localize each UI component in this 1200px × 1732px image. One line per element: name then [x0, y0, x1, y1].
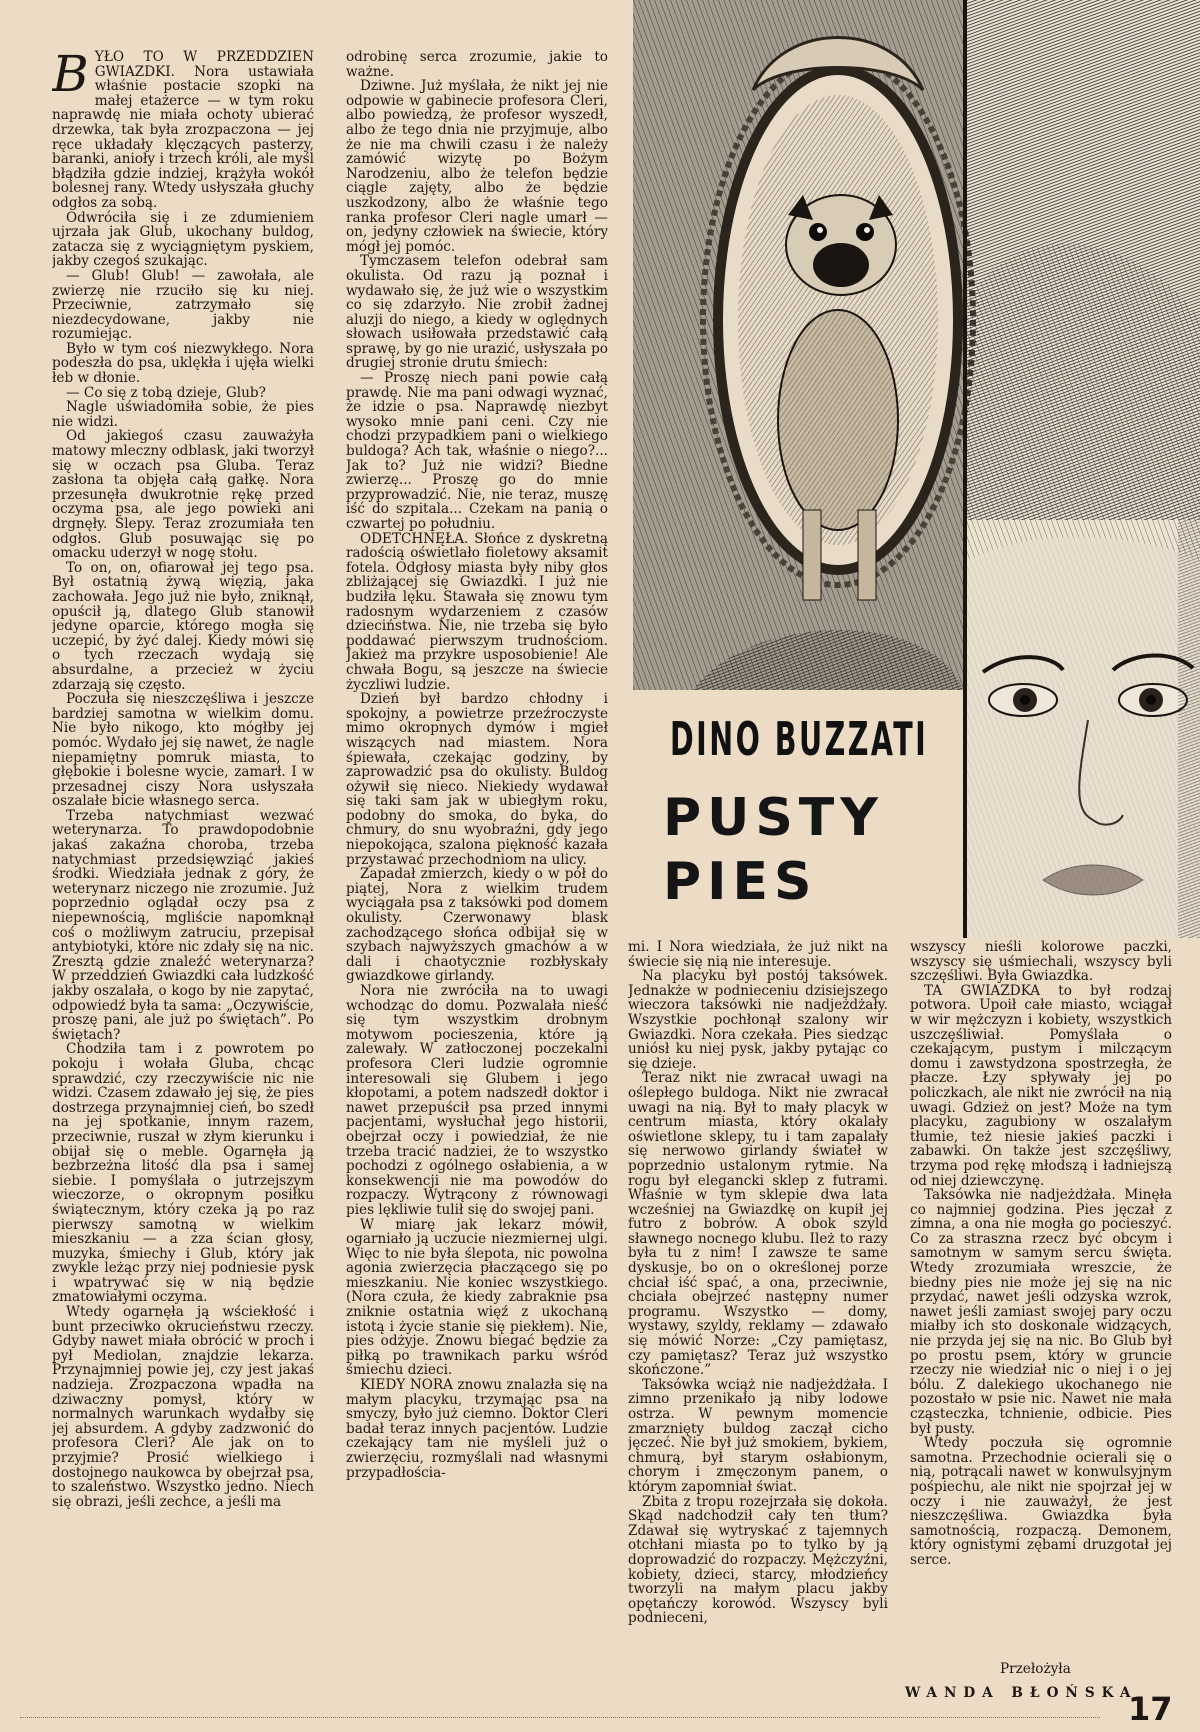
paragraph: TA GWIAZDKA to był rodzaj potwora. Upoił całe miasto, wciągał w wir mężczyzn i kobiety, wszystkich uszczęśliwiał. Pomyślała o czekającym, pustym i milczącym domu i zawstydzona spostrzegła, że płacze. Łzy spływały jej po policzkach, ale nikt nie zwrócił na nią uwagi. Gdzież on jest? Może na tym placyku, zagubiony w oszalałym tłumie, też niesie jakieś paczki i zabawki. On także jest szczęśliwy, trzyma pod rękę młodszą i ładniejszą od niej dziewczynę.: [910, 982, 1172, 1189]
paragraph: Taksówka nie nadjeżdżała. Minęła co najmniej godzina. Pies jęczał z zimna, a ona nie mogła go pocieszyć. Co za straszna rzecz być obcym i samotnym w samym sercu święta. Wtedy zrozumiała wreszcie, że biedny pies nie może jej się na nic przydać, nawet jeśli odzyska wzrok, nawet jeśli zamiast swojej pary oczu miałby ich sto doskonale widzących, nie przyda jej się na nic. Bo Glub był po prostu psem, który w gruncie rzeczy nie wiedział nic o niej i o jej bólu. Z dalekiego ukochanego nie pozostało w psie nic. Nawet nie mała cząsteczka, tchnienie, odbicie. Pies był pusty.: [910, 1187, 1172, 1437]
paragraph: Wtedy ogarnęła ją wściekłość i bunt przeciwko okrucieństwu rzeczy. Gdyby nawet miała obrócić w proch i pył Mediolan, znajdzie lekarza. Przynajmniej powie jej, czy jest jakaś nadzieja. Zrozpaczona wpadła na dziwaczny pomysł, który w normalnych warunkach wydałby się jej absurdem. A gdyby zadzwonić do profesora Cleri? Ale jak on to przyjmie? Prosić wielkiego i dostojnego naukowca by obejrzał psa, to szaleństwo. Wszystko jedno. Niech się obrazi, jeśli zechce, a jeśli ma: [52, 1304, 314, 1510]
paragraph: wszyscy nieśli kolorowe paczki, wszyscy się uśmiechali, wszyscy byli szczęśliwi. Była Gwiazdka.: [910, 940, 1172, 985]
title-line-1: PUSTY: [663, 788, 884, 848]
paragraph: Teraz nikt nie zwracał uwagi na oślepłego buldoga. Nikt nie zwracał uwagi na nią. Był to mały placyk w centrum miasta, który okalały oświetlone sklepy, tu i tam zapalały się nerwowo girlandy świateł w poprzednio ustalonym rytmie. Na rogu był elegancki sklep z futrami. Właśnie w tym sklepie dwa lata wcześniej na Gwiazdkę on kupił jej futro z bobrów. A obok szyld sławnego nocnego klubu. Ileż to razy była tu z nim! I zawsze te same dyskusje, bo on o określonej porze chciał iść spać, a ona, przeciwnie, chciała obejrzeć następny numer programu. Wszystko — domy, wystawy, szyldy, reklamy — zdawało się mówić Norze: „Czy pamiętasz, czy pamiętasz? Teraz już wszystko skończone.”: [628, 1070, 888, 1379]
bottom-divider: [20, 1717, 1100, 1720]
translator-label: Przełożyła: [1000, 1661, 1071, 1677]
text-column-1: [52, 50, 314, 1700]
paragraph: To on, on, ofiarował jej tego psa. Był ostatnią żywą więzią, jaka zachowała. Jego już nie było, zniknął, opuścił ją, dlatego Glub stanowił jedyne oparcie, którego mogła się uczepić, by żyć dalej. Kiedy mówi się o tych rzeczach wydają się absurdalne, a przecież w życiu zdarzają się często.: [52, 559, 314, 693]
paragraph: Poczuła się nieszczęśliwa i jeszcze bardziej samotna w wielkim domu. Nie było nikogo, kto mógłby jej pomóc. Wydało jej się nawet, że nagle niepamiętny pomruk miasta, to głębokie i bolesne wycie, zamarł. I w przesadnej ciszy Nora usłyszała oszalałe bicie własnego serca.: [52, 691, 314, 810]
paragraph: KIEDY NORA znowu znalazła się na małym placyku, trzymając psa na smyczy, było już ciemno. Doktor Cleri badał teraz innych pacjentów. Ludzie czekający tam nie myśleli już o zwierzęciu, rozmyślali nad własnymi przypadłościa-: [346, 1377, 608, 1481]
paragraph: Trzeba natychmiast wezwać weterynarza. To prawdopodobnie jakaś zakaźna choroba, trzeba natychmiast przedsięwziąć jakieś środki. Wiedziała jednak z góry, że weterynarz niczego nie zrozumie. Już poprzednio oglądał oczy psa z niepewnością, mgliście napomknął coś o możliwym zatruciu, przepisał antybiotyki, które nic zdały się na nic. Zresztą gdzie znaleźć weterynarza? W przeddzień Gwiazdki cała ludzkość jakby oszalała, o kogo by nie zapytać, odpowiedź była ta sama: „Oczywiście, proszę pani, ale już po świętach”. Po świętach?: [52, 807, 314, 1043]
text-column-3: [628, 940, 888, 1700]
paragraph: — Glub! Glub! — zawołała, ale zwierzę nie rzuciło się ku niej. Przeciwnie, zatrzymało się niezdecydowane, jakby nie rozumiejąc.: [52, 267, 314, 343]
title-line-2: PIES: [663, 852, 818, 912]
paragraph: — Proszę niech pani powie całą prawdę. Nie ma pani odwagi wyznać, że idzie o psa. Naprawdę niezbyt wysoko mnie pani ceni. Czy nie chodzi przypadkiem pani o wielkiego buldoga? Ach tak, właśnie o niego?... Jak to? Już nie widzi? Biedne zwierzę... Proszę go do mnie przyprowadzić. Nie, nie teraz, muszę iść do szpitala... Czekam na panią o czwartej po południu.: [346, 370, 608, 532]
paragraph: Odwróciła się i ze zdumieniem ujrzała jak Glub, ukochany buldog, zatacza się z wyciągniętym pyskiem, jakby czegoś szukając.: [52, 209, 314, 270]
paragraph: Wtedy poczuła się ogromnie samotna. Przechodnie ocierali się o nią, potrącali nawet w konwulsyjnym pośpiechu, ale nikt nie spojrzał jej w oczy i nie zauważył, że jest nieszczęśliwa. Gwiazdka była samotnością, rozpaczą. Demonem, który ognistymi zębami druzgotał jej serce.: [910, 1435, 1172, 1568]
paragraph: Zapadał zmierzch, kiedy o w pół do piątej, Nora z wielkim trudem wyciągała psa z taksówki pod domem okulisty. Czerwonawy blask zachodzącego słońca odbijał się w szybach najwyższych gmachów a w dali i chaotycznie rozbłyskały gwiazdkowe girlandy.: [346, 866, 608, 985]
paragraph: Na placyku był postój taksówek. Jednakże w podnieceniu dzisiejszego wieczora taksówki nie nadjeżdżały. Wszystkie pochłonął szalony wir Gwiazdki. Nora czekała. Pies siedząc uniósł ku niej pysk, jakby pytając co się dzieje.: [628, 968, 888, 1072]
paragraph: YŁO TO W PRZEDDZIEŃ GWIAZDKI. Nora ustawiała właśnie postacie szopki na małej etażerce — w tym roku naprawdę nie miała ochoty ubierać drzewka, tak była zrozpaczona — jej ręce układały klęczących pasterzy, baranki, anioły i trzech króli, ale myśl błądziła gdzie indziej, krążyła wokół bolesnej rany. Wtedy usłyszała głuchy odgłos za sobą.: [52, 50, 314, 211]
drop-cap: B: [52, 50, 89, 103]
text-column-2: [346, 50, 608, 1700]
paragraph: ODETCHNĘŁA. Słońce z dyskretną radością oświetlało fioletowy aksamit fotela. Odgłosy miasta były niby głos zbliżającej się Gwiazdki. I już nie budziła lęku. Stawała się znowu tym radosnym wydarzeniem z czasów dzieciństwa. Nie, nie trzeba się było poddawać pierwszym trudnościom. Jakież ma przykre usposobienie! Ale chwała Bogu, są jeszcze na świecie życzliwi ludzie.: [346, 530, 608, 693]
page-number: 17: [1128, 1690, 1173, 1728]
paragraph: Od jakiegoś czasu zauważyła matowy mleczny odblask, jaki tworzył się w oczach psa Gluba. Teraz zasłona ta objęła całą gałkę. Nora przesunęła dwukrotnie rękę przed oczyma psa, ale jego powieki ani drgnęły. Ślepy. Teraz zrozumiała ten odgłos. Glub posuwając się po omacku uderzył w nogę stołu.: [52, 428, 314, 562]
paragraph: — Co się z tobą dzieje, Glub?: [66, 384, 266, 401]
paragraph: Zbita z tropu rozejrzała się dokoła. Skąd nadchodził cały ten tłum? Zdawał się wytryskać z tajemnych otchłani miasta po to tylko by ją doprowadzić do rozpaczy. Mężczyźni, kobiety, dzieci, starcy, młodzieńcy tworzyli na małym placu jakby opętańczy korowód. Wszyscy byli podnieceni,: [628, 1493, 888, 1627]
text-column-4: [910, 940, 1172, 1658]
paragraph: Było w tym coś niezwykłego. Nora podeszła do psa, uklękła i ujęła wielki łeb w dłonie.: [52, 340, 314, 387]
paragraph: Tymczasem telefon odebrał sam okulista. Od razu ją poznał i wydawało się, że już wie o wszystkim co się zdarzyło. Nie zrobił żadnej aluzji do niego, a kiedy w oględnych słowach usiłowała przedstawić całą sprawę, by go nie urazić, usłyszała po drugiej stronie drutu śmiech:: [346, 253, 608, 372]
paragraph: odrobinę serca zrozumie, jakie to ważne.: [346, 50, 608, 80]
paragraph: mi. I Nora wiedziała, że już nikt na świecie się nią nie interesuje.: [628, 940, 888, 970]
author-name: DINO BUZZATI: [670, 712, 929, 766]
paragraph: Chodziła tam i z powrotem po pokoju i wołała Gluba, chcąc sprawdzić, czy rzeczywiście nic nie widzi. Czasem zdawało jej się, że pies dostrzega przynajmniej cień, bo szedł na jej spotkanie, innym razem, przeciwnie, ruszał w złym kierunku i obijał się o meble. Ogarnęła ją bezbrzeżna litość dla psa i samej siebie. I pomyślała o jutrzejszym wieczorze, o okropnym posiłku świątecznym, który czeka ją po raz pierwszy samotną w wielkim mieszkaniu — a zza ścian głosy, muzyka, śmiechy i Glub, który jak zwykle leżąc przy niej podniesie pysk i wpatrywać się w nią będzie zmatowiałymi oczyma.: [52, 1041, 314, 1306]
translator-name: WANDA BŁOŃSKA: [905, 1685, 1138, 1701]
paragraph: Nora nie zwróciła na to uwagi wchodząc do domu. Pozwalała nieść się tym wszystkim drobnym motywom pocieszenia, które ją zalewały. W zatłoczonej poczekalni profesora Cleri ludzie ogromnie interesowali się Glubem i jego kłopotami, a potem nadszedł doktor i nawet przepuścił psa przed innymi pacjentami, wysłuchał jego historii, obejrzał oczy i powiedział, że nie trzeba tracić nadziei, że to wszystko pochodzi z ogólnego osłabienia, a w konsekwencji nie ma powodów do rozpaczy. Wytrącony z równowagi pies lękliwie tulił się do swojej pani.: [346, 983, 608, 1218]
paragraph: Dzień był bardzo chłodny i spokojny, a powietrze przeźroczyste mimo okropnych dymów i mgieł wiszących nad miastem. Nora śpiewała, czekając godziny, by zaprowadzić psa do okulisty. Buldog ożywił się nieco. Niekiedy wydawał się taki sam jak w ubiegłym roku, podobny do smoka, do byka, do chmury, do snu wyobraźni, gdy jego niepokojąca, szalona piękność kazała przystawać przechodniom na ulicy.: [346, 691, 608, 868]
paragraph: Taksówka wciąż nie nadjeżdżała. I zimno przenikało ją niby lodowe ostrza. W pewnym momencie zmarznięty buldog zaczął cicho jęczeć. Nie był już smokiem, bykiem, chmurą, był starym osłabionym, chorym i zmęczonym panem, o którym zapomniał świat.: [628, 1376, 888, 1495]
paragraph: Dziwne. Już myślała, że nikt jej nie odpowie w gabinecie profesora Cleri, albo powiedzą, że profesor wyszedł, albo że tego dnia nie przyjmuje, albo że nie ma chwili czasu i że należy zamówić wizytę po Bożym Narodzeniu, albo że telefon będzie ciągle zajęty, albo że będzie uszkodzony, albo że właśnie tego ranka profesor Cleri nagle umarł — on, jedyny człowiek na świecie, który mógł jej pomóc.: [346, 78, 608, 255]
paragraph: Nagle uświadomiła sobie, że pies nie widzi.: [52, 399, 314, 430]
paragraph: W miarę jak lekarz mówił, ogarniało ją uczucie niezmiernej ulgi. Więc to nie była ślepota, nic powolna agonia zwierzęcia płaczącego się po mieszkaniu. Nie koniec wszystkiego. (Nora czuła, że kiedy zabraknie psa zniknie ostatnia więź z ukochaną istotą i życie stanie się piekłem). Nie, pies odżyje. Znowu biegać będzie za piłką po trawnikach parku wśród śmiechu dzieci.: [346, 1216, 608, 1379]
